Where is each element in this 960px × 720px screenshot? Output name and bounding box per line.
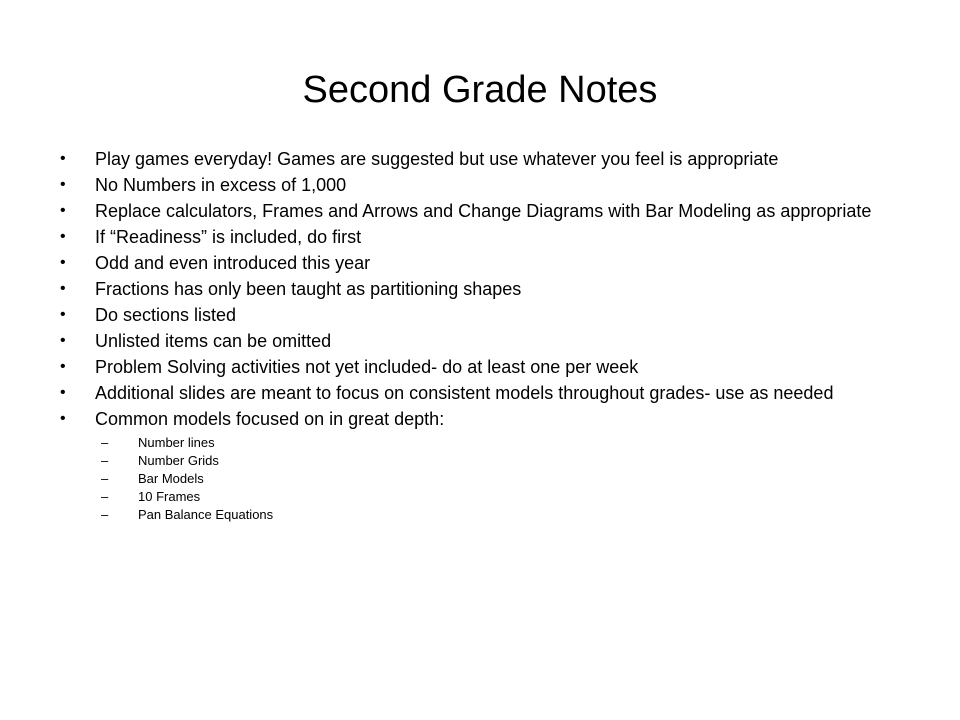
- bullet-item: [58, 332, 898, 350]
- bullet-marker: •: [60, 176, 66, 193]
- sub-bullet-item: [95, 436, 898, 450]
- bullet-marker: •: [60, 202, 66, 219]
- sub-bullet-list: [95, 436, 898, 522]
- sub-bullet-text: 10 Frames: [138, 489, 201, 504]
- sub-bullet-item: [95, 490, 898, 504]
- dash-marker: –: [101, 435, 109, 450]
- sub-bullet-item: [95, 454, 898, 468]
- bullet-text: Additional slides are meant to focus on consistent models throughout grades- use as needed: [95, 383, 834, 403]
- sub-bullet-item: [95, 472, 898, 486]
- bullet-marker: •: [60, 254, 66, 271]
- bullet-item: [58, 306, 898, 324]
- bullet-marker: •: [60, 384, 66, 401]
- bullet-marker: •: [60, 332, 66, 349]
- bullet-text: If “Readiness” is included, do first: [95, 227, 362, 247]
- bullet-text: Fractions has only been taught as partitioning shapes: [95, 279, 522, 299]
- bullet-text: No Numbers in excess of 1,000: [95, 175, 347, 195]
- dash-marker: –: [101, 453, 109, 468]
- bullet-list: [58, 150, 898, 522]
- bullet-item: [58, 254, 898, 272]
- dash-marker: –: [101, 507, 109, 522]
- bullet-item: [58, 410, 898, 522]
- bullet-text: Play games everyday! Games are suggested but use whatever you feel is appropriate: [95, 149, 779, 169]
- bullet-item: [58, 280, 898, 298]
- sub-bullet-text: Number lines: [138, 435, 215, 450]
- bullet-text: Replace calculators, Frames and Arrows and Change Diagrams with Bar Modeling as appropriate: [95, 201, 872, 221]
- bullet-text: Common models focused on in great depth:: [95, 409, 445, 429]
- bullet-item: [58, 202, 898, 220]
- bullet-item: [58, 384, 898, 402]
- bullet-marker: •: [60, 280, 66, 297]
- bullet-marker: •: [60, 150, 66, 167]
- dash-marker: –: [101, 489, 109, 504]
- slide-title: Second Grade Notes: [302, 69, 658, 111]
- slide-body: [58, 150, 898, 530]
- sub-bullet-text: Bar Models: [138, 471, 204, 486]
- bullet-text: Unlisted items can be omitted: [95, 331, 332, 351]
- bullet-text: Problem Solving activities not yet included- do at least one per week: [95, 357, 639, 377]
- bullet-marker: •: [60, 306, 66, 323]
- dash-marker: –: [101, 471, 109, 486]
- bullet-item: [58, 358, 898, 376]
- bullet-item: [58, 150, 898, 168]
- sub-bullet-item: [95, 508, 898, 522]
- sub-bullet-text: Number Grids: [138, 453, 219, 468]
- bullet-item: [58, 176, 898, 194]
- sub-bullet-text: Pan Balance Equations: [138, 507, 274, 522]
- bullet-text: Odd and even introduced this year: [95, 253, 371, 273]
- bullet-marker: •: [60, 410, 66, 427]
- bullet-item: [58, 228, 898, 246]
- bullet-marker: •: [60, 358, 66, 375]
- bullet-text: Do sections listed: [95, 305, 237, 325]
- bullet-marker: •: [60, 228, 66, 245]
